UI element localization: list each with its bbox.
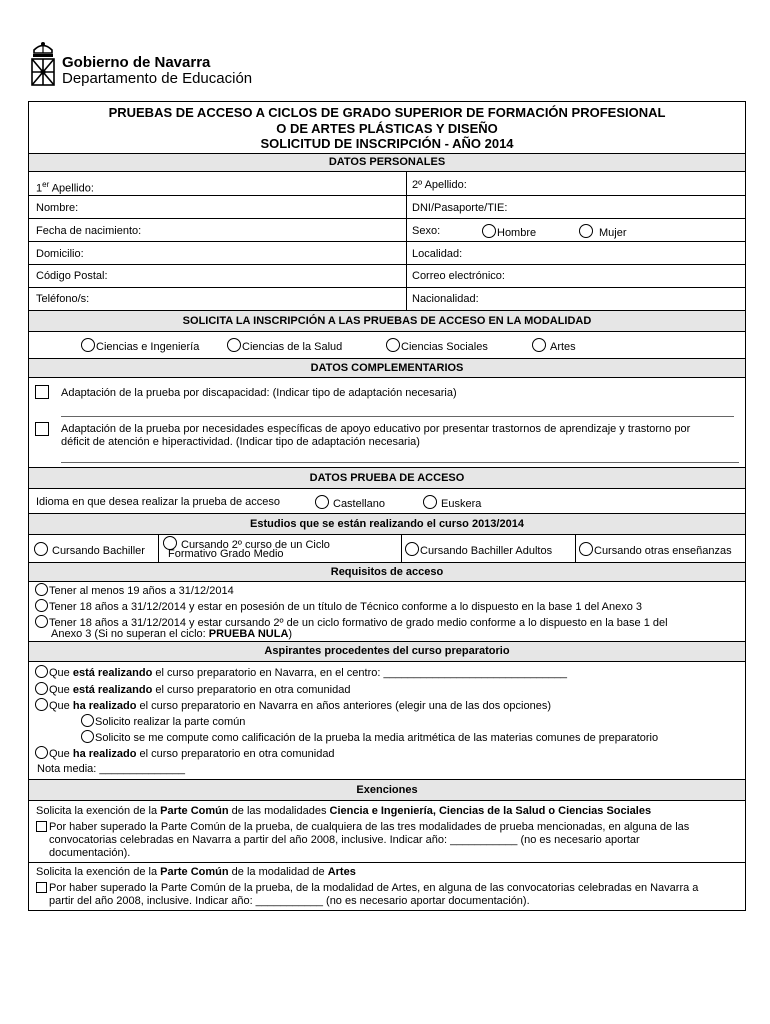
fecha-nacimiento-label: Fecha de nacimiento: — [36, 225, 142, 237]
estudios-segundo-ciclo[interactable]: Cursando 2º curso de un Ciclo — [163, 536, 330, 552]
section-datos-personales: DATOS PERSONALES — [29, 153, 745, 172]
section-datos-prueba: DATOS PRUEBA DE ACCESO — [29, 467, 745, 489]
sexo-mujer-option[interactable]: Mujer — [579, 224, 627, 240]
dni-label: DNI/Pasaporte/TIE: — [412, 202, 508, 214]
adaptacion-necesidades-label-2: déficit de atención e hiperactividad. (Indicar tipo de adaptación necesaria) — [61, 436, 420, 448]
checkbox-adaptacion-necesidades[interactable] — [35, 422, 49, 436]
checkbox-exencion-2[interactable] — [36, 882, 47, 893]
adaptacion-necesidades-line[interactable] — [61, 462, 739, 463]
exencion-2-option[interactable]: Por haber superado la Parte Común de la prueba, de la modalidad de Artes, en alguna de las convocatorias celebradas en Navarra a — [36, 882, 698, 895]
form-title: PRUEBAS DE ACCESO A CICLOS DE GRADO SUPERIOR DE FORMACIÓN PROFESIONAL O DE ARTES PLÁSTICAS Y DISEÑO SOLICITUD DE INSCRIPCIÓN - AÑO 2014 — [108, 105, 666, 151]
idioma-castellano[interactable]: Castellano — [315, 495, 385, 511]
radio-requisito-18-titulo[interactable] — [35, 599, 48, 612]
domicilio-label: Domicilio: — [36, 248, 84, 260]
estudios-otras[interactable]: Cursando otras enseñanzas — [579, 542, 732, 558]
exencion-1-line3: documentación). — [49, 847, 131, 859]
idioma-euskera[interactable]: Euskera — [423, 495, 481, 511]
checkbox-exencion-1[interactable] — [36, 821, 47, 832]
radio-artes[interactable] — [532, 338, 546, 352]
radio-requisito-19[interactable] — [35, 583, 48, 596]
preparatorio-navarra-actual[interactable]: Que está realizando el curso preparatorio en Navarra, en el centro: ______________________________ — [35, 665, 567, 680]
localidad-label: Localidad: — [412, 248, 463, 260]
modalidad-ciencias-ingenieria[interactable]: Ciencias e Ingeniería — [81, 338, 199, 354]
section-estudios: Estudios que se están realizando el curso 2013/2014 — [29, 513, 745, 535]
exencion-1-line2: convocatorias celebradas en Navarra a partir del año 2008, inclusive. Indicar año: ___________ (no es necesario aportar — [49, 834, 640, 846]
radio-euskera[interactable] — [423, 495, 437, 509]
preparatorio-navarra-anteriores[interactable]: Que ha realizado el curso preparatorio en Navarra en años anteriores (elegir una de las dos opciones) — [35, 698, 551, 713]
nota-media-field[interactable]: Nota media: ______________ — [37, 763, 186, 775]
radio-bachiller[interactable] — [34, 542, 48, 556]
nacionalidad-label: Nacionalidad: — [412, 293, 479, 305]
modalidad-ciencias-salud[interactable]: Ciencias de la Salud — [227, 338, 342, 354]
exencion-1-option[interactable]: Por haber superado la Parte Común de la prueba, de cualquiera de las tres modalidades de prueba mencionadas, en alguna de las — [36, 821, 689, 834]
sexo-hombre-option[interactable]: Hombre — [482, 224, 536, 240]
section-exenciones: Exenciones — [29, 779, 745, 801]
exencion-1-label: Solicita la exención de la Parte Común de las modalidades Ciencia e Ingeniería, Ciencias de la Salud o Ciencias Sociales — [36, 805, 652, 817]
radio-prep-media[interactable] — [81, 730, 94, 743]
section-modalidad: SOLICITA LA INSCRIPCIÓN A LAS PRUEBAS DE ACCESO EN LA MODALIDAD — [29, 310, 745, 332]
radio-castellano[interactable] — [315, 495, 329, 509]
correo-label: Correo electrónico: — [412, 270, 505, 282]
radio-prep-otra-realizado[interactable] — [35, 746, 48, 759]
adaptacion-discapacidad-line[interactable] — [61, 416, 734, 417]
radio-prep-parte-comun[interactable] — [81, 714, 94, 727]
idioma-label: Idioma en que desea realizar la prueba de acceso — [36, 496, 280, 508]
requisito-19[interactable]: Tener al menos 19 años a 31/12/2014 — [35, 583, 234, 598]
exencion-2-line2: partir del año 2008, inclusive. Indicar año: ___________ (no es necesario aportar documentación). — [49, 895, 530, 907]
preparatorio-media[interactable]: Solicito se me compute como calificación de la prueba la media aritmética de las materias comunes de preparatorio — [81, 730, 658, 745]
adaptacion-discapacidad-label: Adaptación de la prueba por discapacidad: (Indicar tipo de adaptación necesaria) — [61, 387, 457, 399]
exencion-2-label: Solicita la exención de la Parte Común de la modalidad de Artes — [36, 866, 356, 878]
navarra-crest-icon — [28, 40, 58, 88]
codigo-postal-label: Código Postal: — [36, 270, 108, 282]
radio-mujer[interactable] — [579, 224, 593, 238]
radio-otras-ensenanzas[interactable] — [579, 542, 593, 556]
estudios-bachiller[interactable]: Cursando Bachiller — [34, 542, 145, 558]
nombre-label: Nombre: — [36, 202, 79, 214]
section-datos-complementarios: DATOS COMPLEMENTARIOS — [29, 358, 745, 378]
requisito-18-titulo[interactable]: Tener 18 años a 31/12/2014 y estar en posesión de un título de Técnico conforme a lo dispuesto en la base 1 del Anexo 3 — [35, 599, 642, 614]
checkbox-adaptacion-discapacidad[interactable] — [35, 385, 49, 399]
radio-ciencias-ingenieria[interactable] — [81, 338, 95, 352]
section-requisitos: Requisitos de acceso — [29, 562, 745, 582]
apellido1-label: 1er Apellido: — [36, 180, 94, 195]
radio-prep-navarra-actual[interactable] — [35, 665, 48, 678]
sexo-label: Sexo: — [412, 225, 441, 237]
telefono-label: Teléfono/s: — [36, 293, 90, 305]
modalidad-ciencias-sociales[interactable]: Ciencias Sociales — [386, 338, 488, 354]
radio-bachiller-adultos[interactable] — [405, 542, 419, 556]
org-name: Gobierno de Navarra — [62, 54, 211, 71]
radio-prep-navarra-anteriores[interactable] — [35, 698, 48, 711]
adaptacion-necesidades-label-1: Adaptación de la prueba por necesidades específicas de apoyo educativo por presentar trastornos de aprendizaje y trastorno por — [61, 423, 691, 435]
requisito-18-cursando[interactable]: Tener 18 años a 31/12/2014 y estar cursando 2º de un ciclo formativo de grado medio conforme a lo dispuesto en la base 1 del — [35, 615, 668, 630]
radio-requisito-18-cursando[interactable] — [35, 615, 48, 628]
radio-ciencias-salud[interactable] — [227, 338, 241, 352]
preparatorio-otra-comunidad-actual[interactable]: Que está realizando el curso preparatorio en otra comunidad — [35, 682, 350, 697]
radio-prep-otra-actual[interactable] — [35, 682, 48, 695]
department-name: Departamento de Educación — [62, 70, 253, 87]
section-preparatorio: Aspirantes procedentes del curso preparatorio — [29, 641, 745, 662]
preparatorio-otra-comunidad-realizado[interactable]: Que ha realizado el curso preparatorio en otra comunidad — [35, 746, 335, 761]
preparatorio-parte-comun[interactable]: Solicito realizar la parte común — [81, 714, 245, 729]
apellido2-label: 2º Apellido: — [412, 179, 467, 191]
estudios-segundo-ciclo-line2: Formativo Grado Medio — [168, 548, 284, 560]
radio-ciencias-sociales[interactable] — [386, 338, 400, 352]
radio-hombre[interactable] — [482, 224, 496, 238]
modalidad-artes[interactable]: Artes — [532, 338, 576, 354]
requisito-18-cursando-line2: Anexo 3 (Si no superan el ciclo: PRUEBA NULA) — [51, 628, 293, 640]
inscription-form — [28, 101, 746, 911]
estudios-bachiller-adultos[interactable]: Cursando Bachiller Adultos — [405, 542, 552, 558]
